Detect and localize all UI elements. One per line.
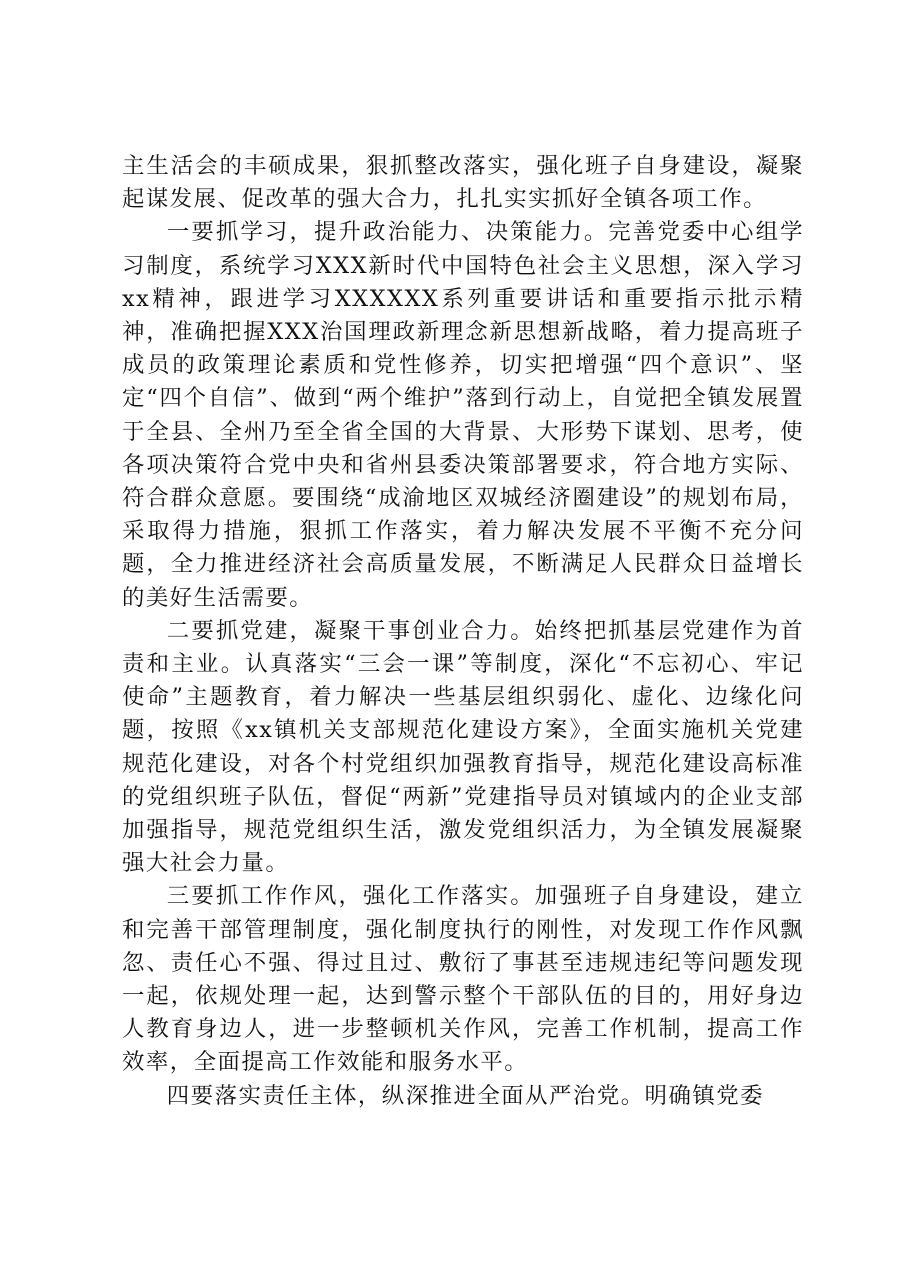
- paragraph-work-style: 三要抓工作作风，强化工作落实。加强班子自身建设，建立和完善干部管理制度，强化制度执行的刚性，对发现工作作风飘忽、责任心不强、得过且过、敷衍了事甚至违规违纪等问题发现一起，依规处理一起，达到警示整个干部队伍的目的，用好身边人教育身边人，进一步整顿机关作风，完善工作机制，提高工作效率，全面提高工作效能和服务水平。: [122, 883, 804, 1076]
- document-body: [122, 150, 804, 1113]
- paragraph-party-building: 二要抓党建，凝聚干事创业合力。始终把抓基层党建作为首责和主业。认真落实“三会一课”等制度，深化“不忘初心、牢记使命”主题教育，着力解决一些基层组织弱化、虚化、边缘化问题，按照《xx镇机关支部规范化建设方案》，全面实施机关党建规范化建设，对各个村党组织加强教育指导，规范化建设高标准的党组织班子队伍，督促“两新”党建指导员对镇域内的企业支部加强指导，规范党组织生活，激发党组织活力，为全镇发展凝聚强大社会力量。: [122, 617, 804, 877]
- paragraph-responsibility: 四要落实责任主体，纵深推进全面从严治党。明确镇党委: [166, 1082, 765, 1109]
- paragraph-study: 一要抓学习，提升政治能力、决策能力。完善党委中心组学习制度，系统学习XXX新时代中国特色社会主义思想，深入学习xx精神，跟进学习XXXXXX系列重要讲话和重要指示批示精神，准确把握XXX治国理政新理念新思想新战略，着力提高班子成员的政策理论素质和党性修养，切实把增强“四个意识”、坚定“四个自信”、做到“两个维护”落到行动上，自觉把全镇发展置于全县、全州乃至全省全国的大背景、大形势下谋划、思考，使各项决策符合党中央和省州县委决策部署要求，符合地方实际、符合群众意愿。要围绕“成渝地区双城经济圈建设”的规划布局，采取得力措施，狠抓工作落实，着力解决发展不平衡不充分问题，全力推进经济社会高质量发展，不断满足人民群众日益增长的美好生活需要。: [122, 219, 804, 611]
- paragraph-continuation: 主生活会的丰硕成果，狠抓整改落实，强化班子自身建设，凝聚起谋发展、促改革的强大合力，扎扎实实抓好全镇各项工作。: [122, 153, 804, 213]
